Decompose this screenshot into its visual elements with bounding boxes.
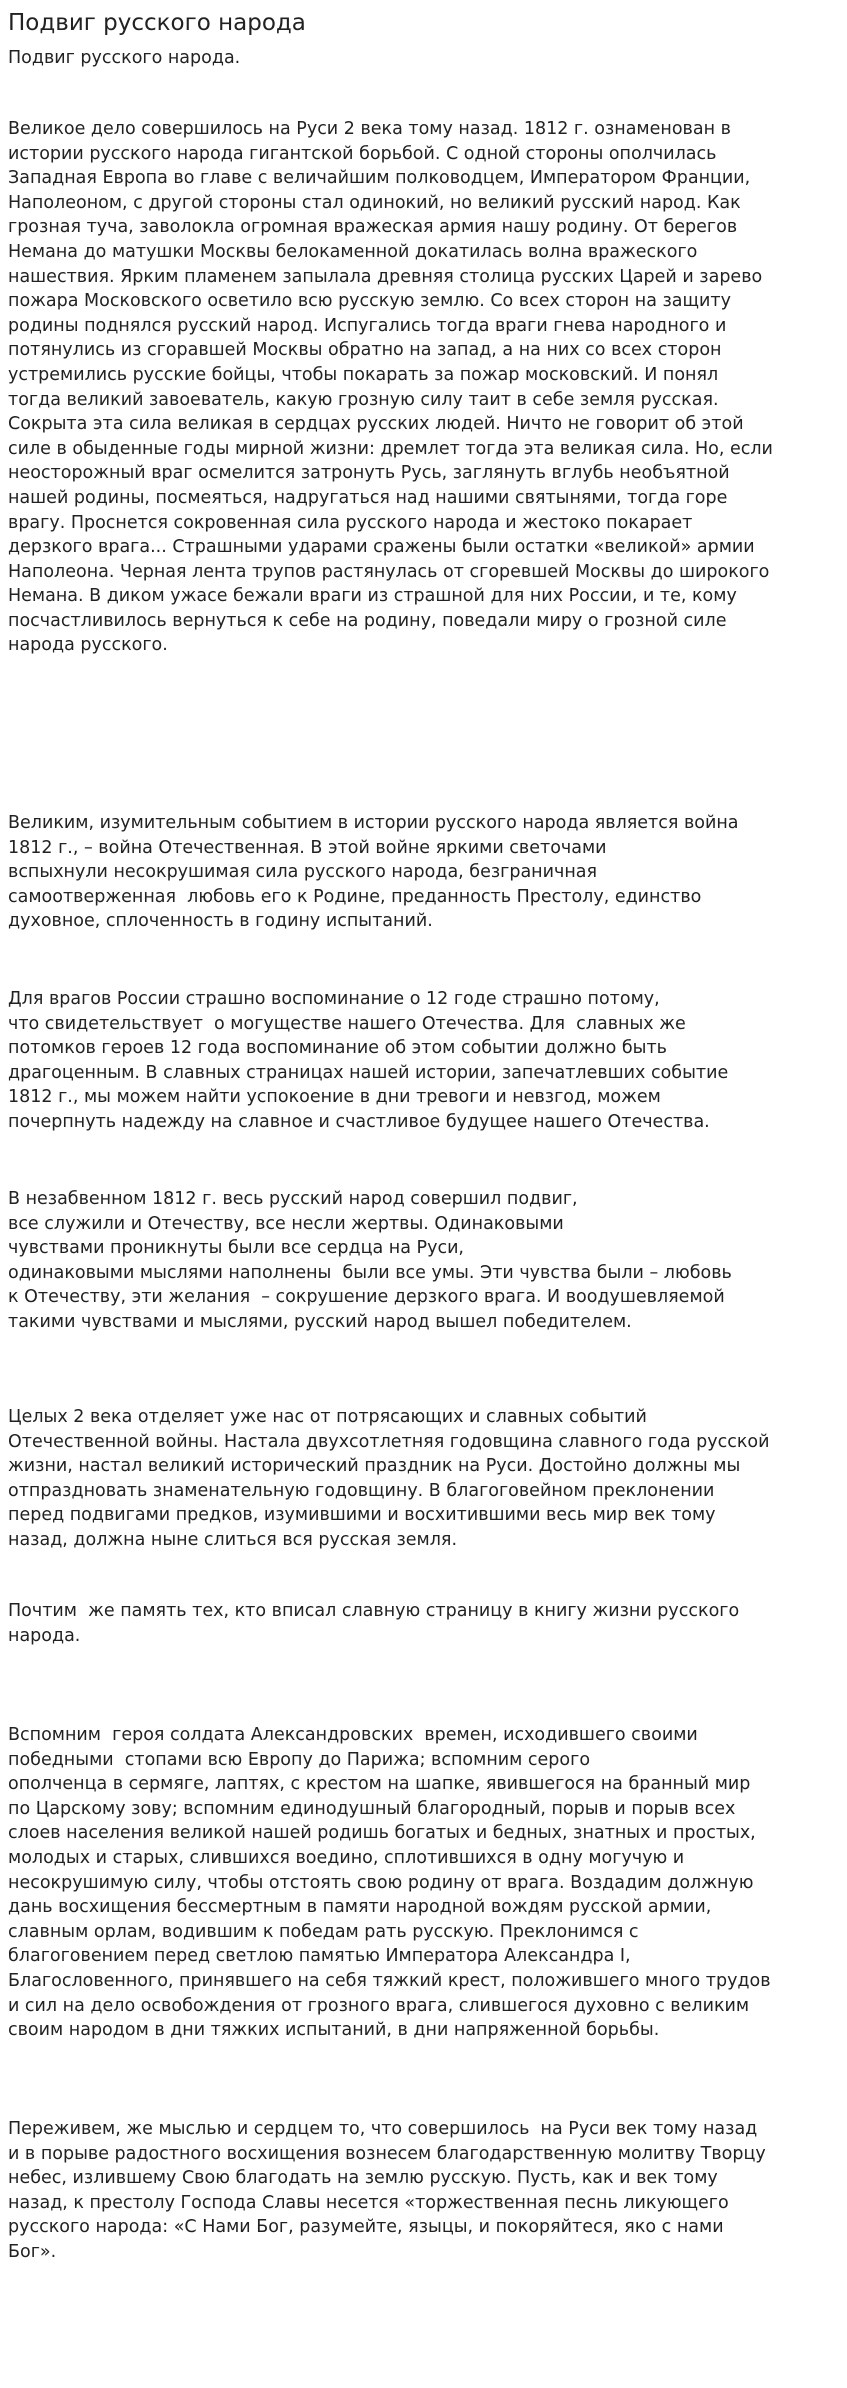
paragraph-line: победными стопами всю Европу до Парижа; вспомним серого bbox=[8, 1749, 591, 1770]
paragraph-line: слоев населения великой нашей родишь богатых и бедных, знатных и простых, bbox=[8, 1823, 756, 1844]
paragraph-line: народа русского. bbox=[8, 635, 168, 656]
paragraph-line: Отечественной войны. Настала двухсотлетняя годовщина славного года русской bbox=[8, 1431, 770, 1452]
article-paragraph bbox=[8, 811, 739, 934]
paragraph-line: перед подвигами предков, изумившими и восхитившими весь мир век тому bbox=[8, 1505, 716, 1526]
paragraph-line: истории русского народа гигантской борьбой. С одной стороны ополчилась bbox=[8, 143, 717, 164]
paragraph-line: русского народа: «С Нами Бог, разумейте, языцы, и покоряйтеся, яко с нами bbox=[8, 2217, 724, 2238]
article-subtitle: Подвиг русского народа. bbox=[8, 48, 241, 68]
paragraph-line: Бог». bbox=[8, 2241, 57, 2262]
paragraph-line: родины поднялся русский народ. Испугались тогда враги гнева народного и bbox=[8, 315, 727, 336]
article-paragraph bbox=[8, 1599, 739, 1648]
paragraph-line: потомков героев 12 года воспоминание об этом событии должно быть bbox=[8, 1038, 667, 1059]
paragraph-line: Вспомним героя солдата Александровских времен, исходившего своими bbox=[8, 1725, 698, 1745]
paragraph-line: силе в обыденные годы мирной жизни: дремлет тогда эта великая сила. Но, если bbox=[8, 438, 773, 459]
paragraph-line: самоотверженная любовь его к Родине, преданность Престолу, единство bbox=[8, 886, 702, 907]
paragraph-line: Сокрыта эта сила великая в сердцах русских людей. Ничто не говорит об этой bbox=[8, 414, 744, 435]
paragraph-line: молодых и старых, слившихся воедино, сплотившихся в одну могучую и bbox=[8, 1847, 685, 1868]
paragraph-line: Западная Европа во главе с величайшим полководцем, Императором Франции, bbox=[8, 168, 751, 189]
paragraph-line: Немана до матушки Москвы белокаменной докатилась волна вражеского bbox=[8, 241, 698, 262]
paragraph-line: Наполеоном, с другой стороны стал одинокий, но великий русский народ. Как bbox=[8, 192, 741, 213]
paragraph-line: народа. bbox=[8, 1625, 81, 1646]
paragraph-line: по Царскому зову; вспомним единодушный благородный, порыв и порыв всех bbox=[8, 1798, 736, 1819]
paragraph-line: ополченца в сермяге, лаптях, с крестом на шапке, явившегося на бранный мир bbox=[8, 1774, 751, 1795]
paragraph-line: своим народом в дни тяжких испытаний, в дни напряженной борьбы. bbox=[8, 2020, 660, 2041]
paragraph-line: Наполеона. Черная лента трупов растянулась от сгоревшей Москвы до широкого bbox=[8, 561, 770, 582]
paragraph-line: небес, излившему Свою благодать на землю русскую. Пусть, как и век тому bbox=[8, 2168, 718, 2189]
paragraph-line: чувствами проникнуты были все сердца на Руси, bbox=[8, 1238, 464, 1259]
paragraph-line: Великое дело совершилось на Руси 2 века тому назад. 1812 г. ознаменован в bbox=[8, 119, 731, 139]
paragraph-line: назад, к престолу Господа Славы несется «торжественная песнь ликующего bbox=[8, 2192, 729, 2213]
paragraph-line: нашествия. Ярким пламенем запылала древняя столица русских Царей и зарево bbox=[8, 266, 763, 287]
paragraph-line: несокрушимую силу, чтобы отстоять свою родину от врага. Воздадим должную bbox=[8, 1872, 754, 1893]
paragraph-line: 1812 г., мы можем найти успокоение в дни тревоги и невзгод, можем bbox=[8, 1087, 661, 1108]
paragraph-line: драгоценным. В славных страницах нашей истории, запечатлевших событие bbox=[8, 1062, 729, 1083]
article-paragraph bbox=[8, 2117, 766, 2265]
paragraph-line: Великим, изумительным событием в истории русского народа является война bbox=[8, 813, 739, 833]
paragraph-line: дань восхищения бессмертным в памяти народной вождям русской армии, bbox=[8, 1897, 712, 1918]
paragraph-line: Почтим же память тех, кто вписал славную страницу в книгу жизни русского bbox=[8, 1601, 740, 1621]
paragraph-line: Переживем, же мыслью и сердцем то, что совершилось на Руси век тому назад bbox=[8, 2119, 758, 2139]
paragraph-line: Для врагов России страшно воспоминание о 12 годе страшно потому, bbox=[8, 989, 660, 1009]
paragraph-line: Благословенного, принявшего на себя тяжкий крест, положившего много трудов bbox=[8, 1970, 771, 1991]
paragraph-line: нашей родины, посмеяться, надругаться над нашими святынями, тогда горе bbox=[8, 487, 728, 508]
article-paragraph bbox=[8, 1187, 732, 1335]
paragraph-line: такими чувствами и мыслями, русский народ вышел победителем. bbox=[8, 1311, 632, 1332]
paragraph-line: что свидетельствует о могуществе нашего Отечества. Для славных же bbox=[8, 1013, 686, 1034]
paragraph-line: славным орлам, водившим к победам рать русскую. Преклонимся с bbox=[8, 1921, 639, 1942]
paragraph-line: одинаковыми мыслями наполнены были все умы. Эти чувства были – любовь bbox=[8, 1262, 732, 1283]
paragraph-line: почерпнуть надежду на славное и счастливое будущее нашего Отечества. bbox=[8, 1111, 710, 1132]
paragraph-line: Немана. В диком ужасе бежали враги из страшной для них России, и те, кому bbox=[8, 586, 737, 607]
paragraph-line: вспыхнули несокрушимая сила русского народа, безграничная bbox=[8, 862, 598, 883]
paragraph-line: все служили и Отечеству, все несли жертвы. Одинаковыми bbox=[8, 1213, 564, 1234]
article-paragraph bbox=[8, 117, 773, 658]
paragraph-line: и сил на дело освобождения от грозного врага, слившегося духовно с великим bbox=[8, 1995, 750, 2016]
article-paragraph bbox=[8, 1405, 770, 1553]
paragraph-line: духовное, сплоченность в годину испытаний. bbox=[8, 911, 433, 932]
paragraph-line: Целых 2 века отделяет уже нас от потрясающих и славных событий bbox=[8, 1407, 647, 1427]
paragraph-line: неосторожный враг осмелится затронуть Русь, заглянуть вглубь необъятной bbox=[8, 463, 730, 484]
paragraph-line: пожара Московского осветило всю русскую землю. Со всех сторон на защиту bbox=[8, 291, 731, 312]
paragraph-line: назад, должна ныне слиться вся русская земля. bbox=[8, 1529, 458, 1550]
paragraph-line: потянулись из сгоравшей Москвы обратно на запад, а на них со всех сторон bbox=[8, 340, 722, 361]
paragraph-line: устремились русские бойцы, чтобы покарать за пожар московский. И понял bbox=[8, 364, 719, 385]
paragraph-line: к Отечеству, эти желания – сокрушение дерзкого врага. И воодушевляемой bbox=[8, 1287, 725, 1308]
article-paragraph bbox=[8, 987, 728, 1135]
paragraph-line: тогда великий завоеватель, какую грозную силу таит в себе земля русская. bbox=[8, 389, 719, 410]
paragraph-line: благоговением перед светлою памятью Императора Александра I, bbox=[8, 1946, 631, 1967]
paragraph-line: 1812 г., – война Отечественная. В этой войне яркими светочами bbox=[8, 837, 607, 858]
paragraph-line: В незабвенном 1812 г. весь русский народ совершил подвиг, bbox=[8, 1189, 578, 1209]
paragraph-line: дерзкого врага... Страшными ударами сражены были остатки «великой» армии bbox=[8, 537, 755, 558]
article-paragraph bbox=[8, 1723, 771, 2043]
paragraph-line: грозная туча, заволокла огромная вражеская армия нашу родину. От берегов bbox=[8, 217, 738, 238]
paragraph-line: отпраздновать знаменательную годовщину. В благоговейном преклонении bbox=[8, 1480, 715, 1501]
paragraph-line: посчастливилось вернуться к себе на родину, поведали миру о грозной силе bbox=[8, 610, 727, 631]
article-title: Подвиг русского народа bbox=[8, 10, 306, 36]
paragraph-line: и в порыве радостного восхищения вознесем благодарственную молитву Творцу bbox=[8, 2143, 766, 2164]
paragraph-line: жизни, настал великий исторический праздник на Руси. Достойно должны мы bbox=[8, 1456, 741, 1477]
paragraph-line: врагу. Проснется сокровенная сила русского народа и жестоко покарает bbox=[8, 512, 693, 533]
